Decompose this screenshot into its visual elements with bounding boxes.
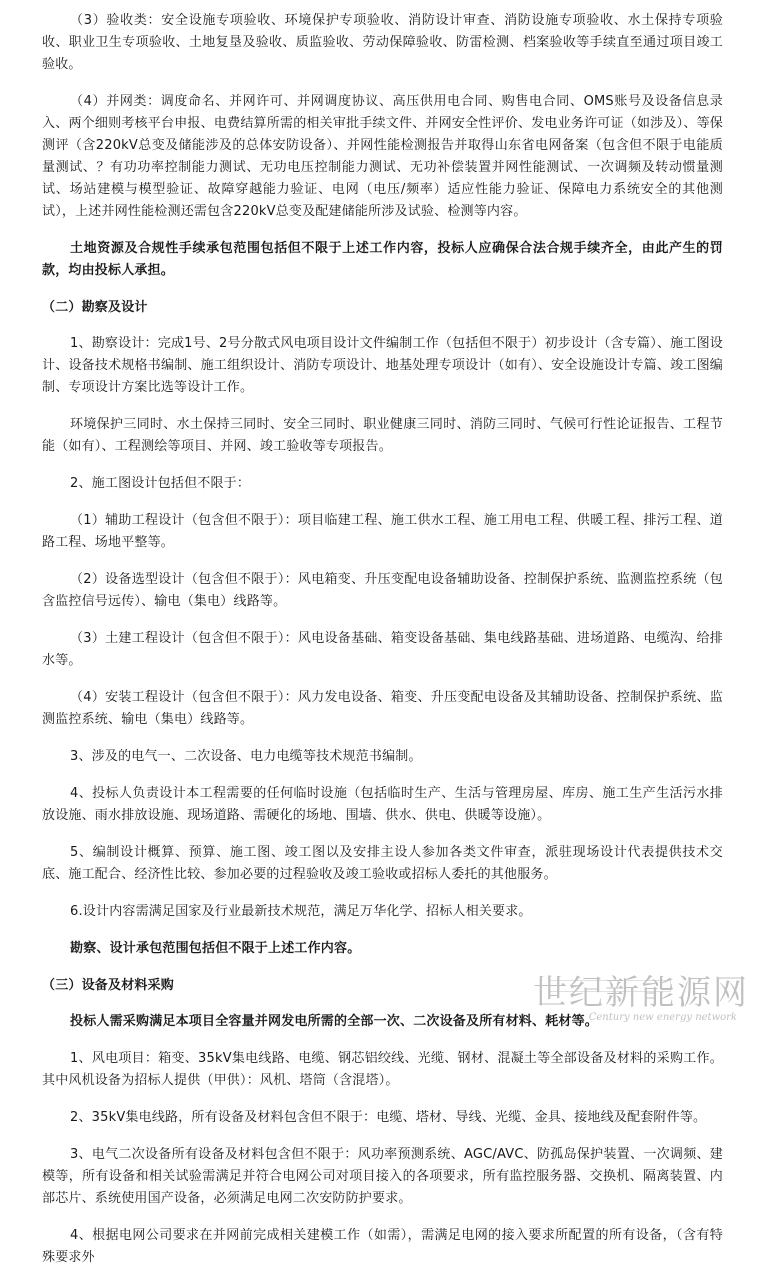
paragraph-grid-connection: （4）并网类：调度命名、并网许可、并网调度协议、高压供用电合同、购售电合同、OMS账号及设备信息录入、两个细则考核平台申报、电费结算所需的相关审批手续文件、并网安全性评价、发电业务许可证（如涉及）、等保测评（含220kV总变及储能涉及的总体安防设备）、并网性能检测报告并取得山东省电网备案（包含但不限于电能质量测试、？有功功率控制能力测试、无功电压控制能力测试、无功补偿装置并网性能测试、一次调频及转动惯量测试、场站建模与模型验证、故障穿越能力验证、电网（电压/频率）适应性能力验证、保障电力系统安全的其他测试），上述并网性能检测还需包含220kV总变及配建储能所涉及试验、检测等内容。 <box>42 94 723 219</box>
paragraph-tech-spec: 3、涉及的电气一、二次设备、电力电缆等技术规范书编制。 <box>70 749 422 764</box>
paragraph-procurement-scope: 投标人需采购满足本项目全容量并网发电所需的全部一次、二次设备及所有材料、耗材等。 <box>70 1014 599 1029</box>
paragraph-survey-design-1: 1、勘察设计：完成1号、2号分散式风电项目设计文件编制工作（包括但不限于）初步设计（含专篇）、施工图设计、设备技术规格书编制、施工组织设计、消防专项设计、地基处理专项设计（如有）、安全设施设计专篇、竣工图编制、专项设计方案比选等设计工作。 <box>42 336 723 395</box>
paragraph-wind-project: 1、风电项目：箱变、35kV集电线路、电缆、钢芯铝绞线、光缆、钢材、混凝土等全部设备及材料的采购工作。其中风机设备为招标人提供（甲供）：风机、塔筒（含混塔）。 <box>42 1051 723 1088</box>
paragraph-construction-drawing: 2、施工图设计包括但不限于： <box>70 476 251 491</box>
paragraph-grid-modeling: 4、根据电网公司要求在并网前完成相关建模工作（如需），需满足电网的接入要求所配置的所有设备，（含有特殊要求外 <box>42 1228 723 1265</box>
paragraph-secondary-equipment: 3、电气二次设备所有设备及材料包含但不限于：风功率预测系统、AGC/AVC、防孤岛保护装置、一次调频、建模等，所有设备和相关试验需满足并符合电网公司对项目接入的各项要求，所有监控服务器、交换机、隔离装置、内部芯片、系统使用国产设备，必须满足电网二次安防防护要求。 <box>42 1147 723 1206</box>
paragraph-35kv-line: 2、35kV集电线路，所有设备及材料包含但不限于：电缆、塔材、导线、光缆、金具、接地线及配套附件等。 <box>70 1110 707 1125</box>
paragraph-equipment-selection: （2）设备选型设计（包含但不限于）：风电箱变、升压变配电设备辅助设备、控制保护系统、监测监控系统（包含监控信号远传）、输电（集电）线路等。 <box>42 572 723 609</box>
section-heading-survey-design: （二）勘察及设计 <box>42 300 148 315</box>
paragraph-design-standards: 6.设计内容需满足国家及行业最新技术规范，满足万华化学、招标人相关要求。 <box>70 904 532 919</box>
paragraph-installation-design: （4）安装工程设计（包含但不限于）：风力发电设备、箱变、升压变配电设备及其辅助设备、控制保护系统、监测监控系统、输电（集电）线路等。 <box>42 690 723 727</box>
paragraph-three-simultaneities: 环境保护三同时、水土保持三同时、安全三同时、职业健康三同时、消防三同时、气候可行性论证报告、工程节能（如有）、工程测绘等项目、并网、竣工验收等专项报告。 <box>42 417 723 454</box>
paragraph-civil-design: （3）土建工程设计（包含但不限于）：风电设备基础、箱变设备基础、集电线路基础、进场道路、电缆沟、给排水等。 <box>42 631 723 668</box>
paragraph-land-compliance-scope: 土地资源及合规性手续承包范围包括但不限于上述工作内容，投标人应确保合法合规手续齐全，由此产生的罚款，均由投标人承担。 <box>42 241 723 278</box>
paragraph-temporary-facilities: 4、投标人负责设计本工程需要的任何临时设施（包括临时生产、生活与管理房屋、库房、施工生产生活污水排放设施、雨水排放设施、现场道路、需硬化的场地、围墙、供水、供电、供暖等设施）。 <box>42 786 723 823</box>
paragraph-acceptance: （3）验收类：安全设施专项验收、环境保护专项验收、消防设计审查、消防设施专项验收、水土保持专项验收、职业卫生专项验收、土地复垦及验收、质监验收、劳动保障验收、防雷检测、档案验收等手续直至通过项目竣工验收。 <box>42 13 723 72</box>
paragraph-budget-review: 5、编制设计概算、预算、施工图、竣工图以及安排主设人参加各类文件审查，派驻现场设计代表提供技术交底、施工配合、经济性比较、参加必要的过程验收及竣工验收或招标人委托的其他服务。 <box>42 845 723 882</box>
section-heading-procurement: （三）设备及材料采购 <box>42 978 175 993</box>
watermark-cn-text: 世纪新能源网 <box>533 973 749 1013</box>
paragraph-auxiliary-design: （1）辅助工程设计（包含但不限于）：项目临建工程、施工供水工程、施工用电工程、供暖工程、排污工程、道路工程、场地平整等。 <box>42 513 723 550</box>
paragraph-design-scope: 勘察、设计承包范围包括但不限于上述工作内容。 <box>70 941 361 956</box>
watermark-en-text: Century new energy network <box>588 1012 737 1023</box>
